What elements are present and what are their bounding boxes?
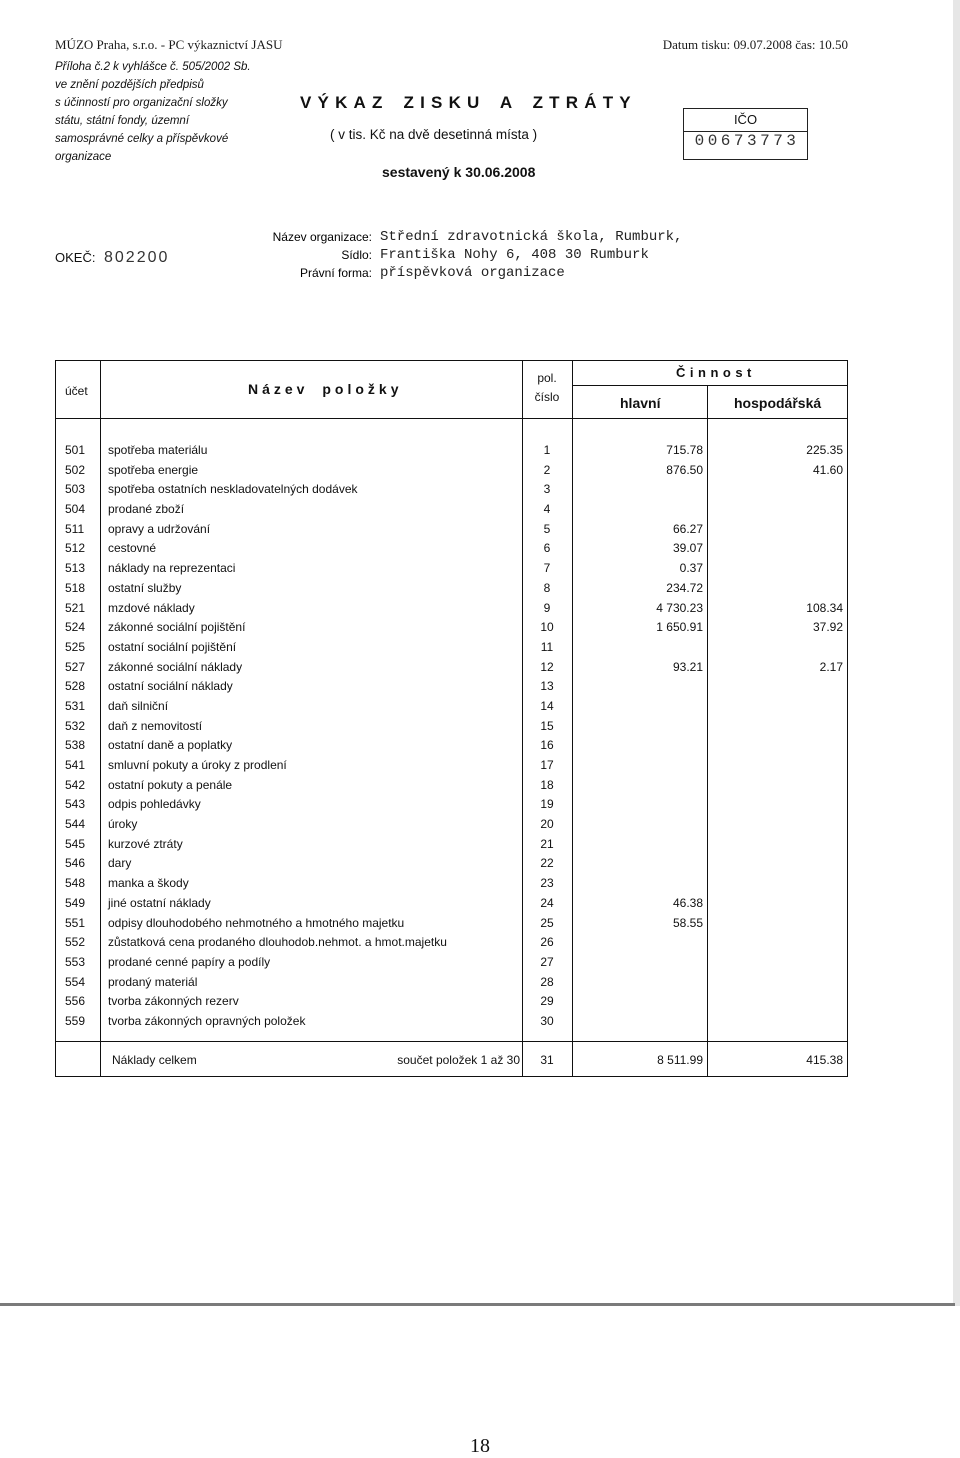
main-activity-value: 93.21 — [672, 659, 703, 674]
item-name: prodaný materiál — [108, 974, 198, 989]
line-number: 21 — [540, 836, 554, 851]
line-number: 27 — [540, 954, 554, 969]
line-number: 4 — [543, 502, 551, 517]
account-number: 552 — [65, 935, 86, 950]
item-name: ostatní pokuty a penále — [108, 777, 233, 792]
org-name-label: Název organizace: — [272, 230, 372, 244]
total-row — [0, 1050, 960, 1070]
table-row — [0, 599, 960, 619]
item-name: prodané zboží — [108, 502, 185, 517]
table-row — [0, 736, 960, 756]
legal-note-line: státu, státní fondy, územní — [55, 115, 190, 127]
table-row — [0, 874, 960, 894]
legal-note-line: ve znění pozdějších předpisů — [55, 79, 204, 91]
line-number: 22 — [540, 856, 554, 871]
main-activity-value: 876.50 — [666, 462, 703, 477]
line-number: 6 — [543, 541, 551, 556]
table-row — [0, 953, 960, 973]
software-header: MÚZO Praha, s.r.o. - PC výkaznictví JASU — [55, 37, 283, 52]
ico-label: IČO — [684, 109, 807, 132]
account-number: 538 — [65, 738, 86, 753]
account-number: 528 — [65, 679, 86, 694]
scan-edge-bottom — [0, 1303, 955, 1306]
economic-activity-value: 225.35 — [806, 443, 843, 457]
header-line-number-bottom: číslo — [534, 390, 560, 404]
legal-note-line: s účinností pro organizační složky — [55, 97, 228, 109]
item-name: jiné ostatní náklady — [108, 895, 211, 910]
table-row — [0, 973, 960, 993]
item-name: spotřeba energie — [108, 462, 199, 477]
table-row — [0, 835, 960, 855]
account-number: 524 — [65, 620, 86, 635]
line-number: 18 — [540, 777, 554, 792]
table-row — [0, 461, 960, 481]
item-name: zákonné sociální náklady — [108, 659, 243, 674]
account-number: 541 — [65, 758, 86, 773]
line-number: 20 — [540, 817, 554, 832]
main-activity-value: 58.55 — [672, 915, 703, 930]
account-number: 551 — [65, 915, 86, 930]
legal-note — [55, 58, 251, 166]
ico-value: 00673773 — [694, 132, 800, 150]
account-number: 556 — [65, 994, 86, 1009]
item-name: zůstatková cena prodaného dlouhodob.nehmot. a hmot.majetku — [108, 935, 447, 950]
line-number: 29 — [540, 994, 554, 1009]
line-number: 11 — [540, 639, 554, 654]
main-activity-value: 66.27 — [672, 521, 703, 536]
table-row — [0, 933, 960, 953]
total-row-rule — [55, 1041, 848, 1042]
line-number: 10 — [540, 620, 554, 635]
table-row — [0, 914, 960, 934]
account-number: 501 — [65, 443, 86, 457]
header-economic-activity: hospodářská — [734, 395, 822, 411]
table-row — [0, 539, 960, 559]
item-name: kurzové ztráty — [108, 836, 183, 851]
main-activity-value: 0.37 — [679, 561, 703, 576]
economic-activity-value: 2.17 — [819, 659, 843, 674]
item-name: ostatní daně a poplatky — [108, 738, 233, 753]
line-number: 1 — [543, 443, 551, 457]
economic-activity-value: 108.34 — [806, 600, 843, 615]
economic-activity-value: 37.92 — [812, 620, 843, 635]
total-line-number: 31 — [540, 1053, 554, 1067]
item-name: náklady na reprezentaci — [108, 561, 236, 576]
table-row — [0, 579, 960, 599]
table-row — [0, 776, 960, 796]
item-name: tvorba zákonných rezerv — [108, 994, 239, 1009]
account-number: 512 — [65, 541, 86, 556]
item-name: prodané cenné papíry a podíly — [108, 954, 271, 969]
account-number: 543 — [65, 797, 86, 812]
total-economic-value: 415.38 — [806, 1053, 843, 1067]
account-number: 546 — [65, 856, 86, 871]
item-name: zákonné sociální pojištění — [108, 620, 246, 635]
line-number: 7 — [543, 561, 551, 576]
table-row — [0, 559, 960, 579]
line-number: 5 — [543, 521, 551, 536]
item-name: odpisy dlouhodobého nehmotného a hmotného majetku — [108, 915, 405, 930]
line-number: 12 — [540, 659, 554, 674]
activity-header-rule — [572, 385, 848, 386]
item-name: odpis pohledávky — [108, 797, 201, 812]
line-number: 30 — [540, 1014, 554, 1028]
item-name: cestovné — [108, 541, 157, 556]
account-number: 531 — [65, 698, 86, 713]
line-number: 16 — [540, 738, 554, 753]
org-form: příspěvková organizace — [380, 265, 565, 281]
table-row — [0, 500, 960, 520]
line-number: 24 — [540, 895, 554, 910]
legal-note-line: Příloha č.2 k vyhlášce č. 505/2002 Sb. — [55, 61, 251, 73]
table-row — [0, 441, 960, 461]
line-number: 19 — [540, 797, 554, 812]
line-number: 28 — [540, 974, 554, 989]
item-name: smluvní pokuty a úroky z prodlení — [108, 758, 287, 773]
account-number: 545 — [65, 836, 86, 851]
total-main-value: 8 511.99 — [657, 1053, 703, 1067]
account-number: 518 — [65, 580, 86, 595]
table-row — [0, 992, 960, 1012]
account-number: 559 — [65, 1014, 86, 1028]
table-row — [0, 815, 960, 835]
ico-box — [683, 108, 808, 160]
header-account: účet — [65, 384, 88, 398]
account-number: 521 — [65, 600, 86, 615]
item-name: ostatní sociální náklady — [108, 679, 233, 694]
org-name: Střední zdravotnická škola, Rumburk, — [380, 229, 683, 245]
table-row — [0, 1012, 960, 1032]
header-bottom-rule — [55, 418, 848, 419]
line-number: 8 — [543, 580, 551, 595]
report-date: sestavený k 30.06.2008 — [382, 164, 536, 180]
account-number: 511 — [65, 521, 85, 536]
item-name: ostatní sociální pojištění — [108, 639, 237, 654]
line-number: 25 — [540, 915, 554, 930]
table-row — [0, 854, 960, 874]
legal-note-line: samosprávné celky a příspěvkové — [55, 133, 229, 145]
account-number: 544 — [65, 817, 86, 832]
table-row — [0, 618, 960, 638]
total-sum-label: součet položek 1 až 30 — [397, 1053, 520, 1067]
header-item-name: Název položky — [248, 381, 403, 397]
account-number: 553 — [65, 954, 86, 969]
account-number: 549 — [65, 895, 86, 910]
line-number: 2 — [543, 462, 551, 477]
table-row — [0, 894, 960, 914]
line-number: 3 — [543, 482, 551, 497]
account-number: 527 — [65, 659, 86, 674]
account-number: 504 — [65, 502, 86, 517]
item-name: daň silniční — [108, 698, 169, 713]
main-activity-value: 46.38 — [672, 895, 703, 910]
main-activity-value: 715.78 — [666, 443, 703, 457]
item-name: manka a škody — [108, 876, 189, 891]
header-line-number-top: pol. — [537, 371, 557, 385]
main-activity-value: 4 730.23 — [656, 600, 703, 615]
item-name: úroky — [108, 817, 138, 832]
table-row — [0, 658, 960, 678]
table-row — [0, 756, 960, 776]
item-name: mzdové náklady — [108, 600, 195, 615]
table-row — [0, 520, 960, 540]
item-name: opravy a udržování — [108, 521, 211, 536]
item-name: spotřeba materiálu — [108, 443, 208, 457]
org-form-label: Právní forma: — [299, 266, 372, 280]
line-number: 17 — [540, 758, 554, 773]
line-number: 9 — [543, 600, 551, 615]
account-number: 542 — [65, 777, 86, 792]
table-row — [0, 795, 960, 815]
table-row — [0, 717, 960, 737]
main-activity-value: 234.72 — [666, 580, 703, 595]
account-number: 503 — [65, 482, 86, 497]
main-activity-value: 39.07 — [672, 541, 703, 556]
table-row — [0, 480, 960, 500]
item-name: ostatní služby — [108, 580, 182, 595]
line-number: 15 — [540, 718, 554, 733]
page-number: 18 — [470, 1435, 490, 1457]
line-number: 13 — [540, 679, 554, 694]
account-number: 502 — [65, 462, 86, 477]
account-number: 513 — [65, 561, 86, 576]
line-number: 26 — [540, 935, 554, 950]
table-border-bottom — [55, 1076, 848, 1077]
account-number: 532 — [65, 718, 86, 733]
units-note: ( v tis. Kč na dvě desetinná místa ) — [330, 127, 538, 142]
table-row — [0, 677, 960, 697]
economic-activity-value: 41.60 — [812, 462, 843, 477]
org-seat: Františka Nohy 6, 408 30 Rumburk — [380, 247, 649, 263]
item-name: daň z nemovitostí — [108, 718, 203, 733]
print-date: Datum tisku: 09.07.2008 čas: 10.50 — [662, 37, 848, 52]
line-number: 14 — [540, 698, 554, 713]
header-activity: Činnost — [676, 365, 756, 380]
table-border-top — [55, 360, 848, 361]
main-activity-value: 1 650.91 — [656, 620, 703, 635]
item-name: dary — [108, 856, 132, 871]
account-number: 548 — [65, 876, 86, 891]
okec-label: OKEČ: — [55, 250, 96, 265]
item-name: spotřeba ostatních neskladovatelných dodávek — [108, 482, 358, 497]
org-seat-label: Sídlo: — [341, 248, 372, 262]
report-title: VÝKAZ ZISKU A ZTRÁTY — [300, 93, 637, 112]
line-number: 23 — [540, 876, 554, 891]
total-label: Náklady celkem — [112, 1053, 197, 1067]
table-row — [0, 638, 960, 658]
header-main-activity: hlavní — [620, 395, 661, 411]
account-number: 525 — [65, 639, 86, 654]
item-name: tvorba zákonných opravných položek — [108, 1014, 306, 1028]
legal-note-line: organizace — [55, 151, 112, 163]
table-row — [0, 697, 960, 717]
account-number: 554 — [65, 974, 86, 989]
okec-value: 802200 — [104, 249, 170, 266]
